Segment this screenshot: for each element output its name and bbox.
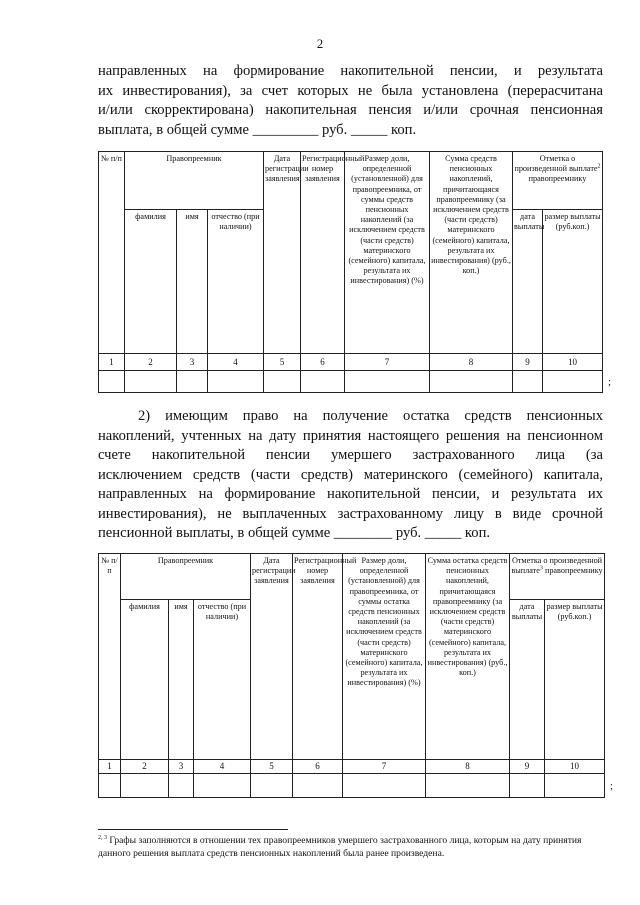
- column-number: 3: [169, 760, 194, 774]
- header-registration-number: Регистрационный номер заявления: [293, 554, 343, 760]
- paragraph-1-line: направленных на формирование накопительной пенсии, и результата: [98, 63, 603, 79]
- footnote-ref: 2: [597, 163, 601, 170]
- header-name: имя: [177, 210, 208, 354]
- footnote-ref: 3: [539, 565, 543, 572]
- table-cell: [264, 371, 301, 393]
- header-payment-mark: [510, 554, 605, 600]
- header-registration-date: Дата регистрации заявления: [264, 152, 301, 354]
- paragraph-2-line: пенсионной выплаты, в общей сумме ________ руб. _____ коп.: [98, 525, 491, 541]
- successor-table-2: [98, 553, 605, 798]
- table-cell: [343, 774, 426, 798]
- column-number: 2: [125, 354, 177, 371]
- table-cell: [301, 371, 345, 393]
- header-payment-mark: [513, 152, 603, 210]
- header-payment-size: размер выплаты (руб.коп.): [545, 600, 605, 760]
- column-number: 7: [343, 760, 426, 774]
- table-cell: [208, 371, 264, 393]
- header-share-size: Размер доли, определенной (установленной) для правопреемника, от суммы остатка средств пенсионных накоплений (за исключением средств (части средств) материнского (семейного) капитала, результата их инвестирования) (%): [343, 554, 426, 760]
- footnote-text: Графы заполняются в отношении тех правопреемников умершего застрахованного лица, которым на дату принятия данного решения выплата средств пенсионных накоплений была ранее произведена.: [98, 835, 582, 859]
- header-share-size: Размер доли, определенной (установленной) для правопреемника, от суммы средств пенсионных накоплений (за исключением средств (части средств) материнского (семейного) капитала, результата их инвестирования) (%): [345, 152, 430, 354]
- paragraph-2-line: накоплений, учтенных на дату принятия настоящего решения на пенсионном: [98, 427, 603, 444]
- footnote-marker: 2, 3: [98, 834, 107, 841]
- table-cell: [251, 774, 293, 798]
- paragraph-2-line: 2) имеющим право на получение остатка средств пенсионных: [138, 408, 603, 424]
- column-number: 5: [264, 354, 301, 371]
- table-cell: [99, 774, 121, 798]
- column-number: 5: [251, 760, 293, 774]
- table-cell: [121, 774, 169, 798]
- column-number: 10: [543, 354, 603, 371]
- successor-table-1: [98, 151, 603, 393]
- header-patronymic: отчество (при наличии): [208, 210, 264, 354]
- table-cell: [510, 774, 545, 798]
- column-number: 7: [345, 354, 430, 371]
- table-cell: [125, 371, 177, 393]
- table-cell: [545, 774, 605, 798]
- table-cell: [513, 371, 543, 393]
- column-number: 6: [301, 354, 345, 371]
- table-row: [99, 371, 603, 393]
- column-number: 2: [121, 760, 169, 774]
- footnote-divider: [98, 829, 288, 830]
- paragraph-2-line: направленных на формирование накопительной пенсии, и результата их: [98, 486, 603, 502]
- header-amount: Сумма средств пенсионных накоплений, причитающаяся правопреемнику (за исключением средств (части средств) материнского (семейного) капитала, результата их инвестирования) (руб., коп.): [430, 152, 513, 354]
- column-number: 1: [99, 354, 125, 371]
- paragraph-2-line: счете накопительной пенсии умершего застрахованного лица (за: [98, 447, 603, 463]
- paragraph-1-line: и/или скорректирована) накопительная пенсия и/или срочная пенсионная: [98, 102, 603, 118]
- header-surname: фамилия: [125, 210, 177, 354]
- header-number: № п/п: [99, 152, 125, 354]
- header-payment-mark-text: Отметка о произведенной выплате: [511, 556, 603, 576]
- table-cell: [426, 774, 510, 798]
- column-number: 9: [510, 760, 545, 774]
- header-payment-mark-tail: правопреемнику: [528, 174, 587, 184]
- paragraph-1-line: их инвестирования), за счет которых не была установлена (перерасчитана: [98, 82, 603, 99]
- header-payment-mark-tail: правопреемнику: [544, 566, 603, 576]
- paragraph-2-line: инвестирования), не выплаченных застрахованному лицу в виде срочной: [98, 505, 603, 522]
- table-2-semicolon: ;: [610, 780, 614, 792]
- header-payment-mark-text: Отметка о произведенной выплате: [514, 154, 598, 174]
- header-amount: Сумма остатка средств пенсионных накоплений, причитающаяся правопреемнику (за исключением средств (части средств) материнского (семейного) капитала, результата их инвестирования) (руб., коп.): [426, 554, 510, 760]
- paragraph-1: [98, 62, 603, 140]
- column-number: 6: [293, 760, 343, 774]
- table-cell: [177, 371, 208, 393]
- table-cell: [543, 371, 603, 393]
- header-number: № п/ п: [99, 554, 121, 760]
- header-registration-number: Регистрационный номер заявления: [301, 152, 345, 354]
- header-payment-date: дата выплаты: [513, 210, 543, 354]
- column-number: 4: [208, 354, 264, 371]
- column-number: 3: [177, 354, 208, 371]
- table-cell: [430, 371, 513, 393]
- table-cell: [293, 774, 343, 798]
- column-number: 10: [545, 760, 605, 774]
- table-1-semicolon: ;: [608, 376, 612, 388]
- table-cell: [99, 371, 125, 393]
- header-name: имя: [169, 600, 194, 760]
- column-number: 1: [99, 760, 121, 774]
- table-cell: [169, 774, 194, 798]
- header-surname: фамилия: [121, 600, 169, 760]
- paragraph-2-line: исключением средств (части средств) материнского (семейного) капитала,: [98, 466, 603, 483]
- column-number: 8: [426, 760, 510, 774]
- column-number: 8: [430, 354, 513, 371]
- header-successor: Правопреемник: [125, 152, 264, 210]
- table-cell: [345, 371, 430, 393]
- header-patronymic: отчество (при наличии): [194, 600, 251, 760]
- header-successor: Правопреемник: [121, 554, 251, 600]
- page-number: 2: [316, 36, 324, 51]
- table-row: [99, 774, 605, 798]
- column-number: 9: [513, 354, 543, 371]
- footnote: [98, 834, 608, 860]
- header-payment-size: размер выплаты (руб.коп.): [543, 210, 603, 354]
- header-payment-date: дата выплаты: [510, 600, 545, 760]
- column-number: 4: [194, 760, 251, 774]
- header-registration-date: Дата регистрации заявления: [251, 554, 293, 760]
- table-cell: [194, 774, 251, 798]
- paragraph-2: [98, 407, 603, 544]
- paragraph-1-line: выплата, в общей сумме _________ руб. _____ коп.: [98, 121, 417, 138]
